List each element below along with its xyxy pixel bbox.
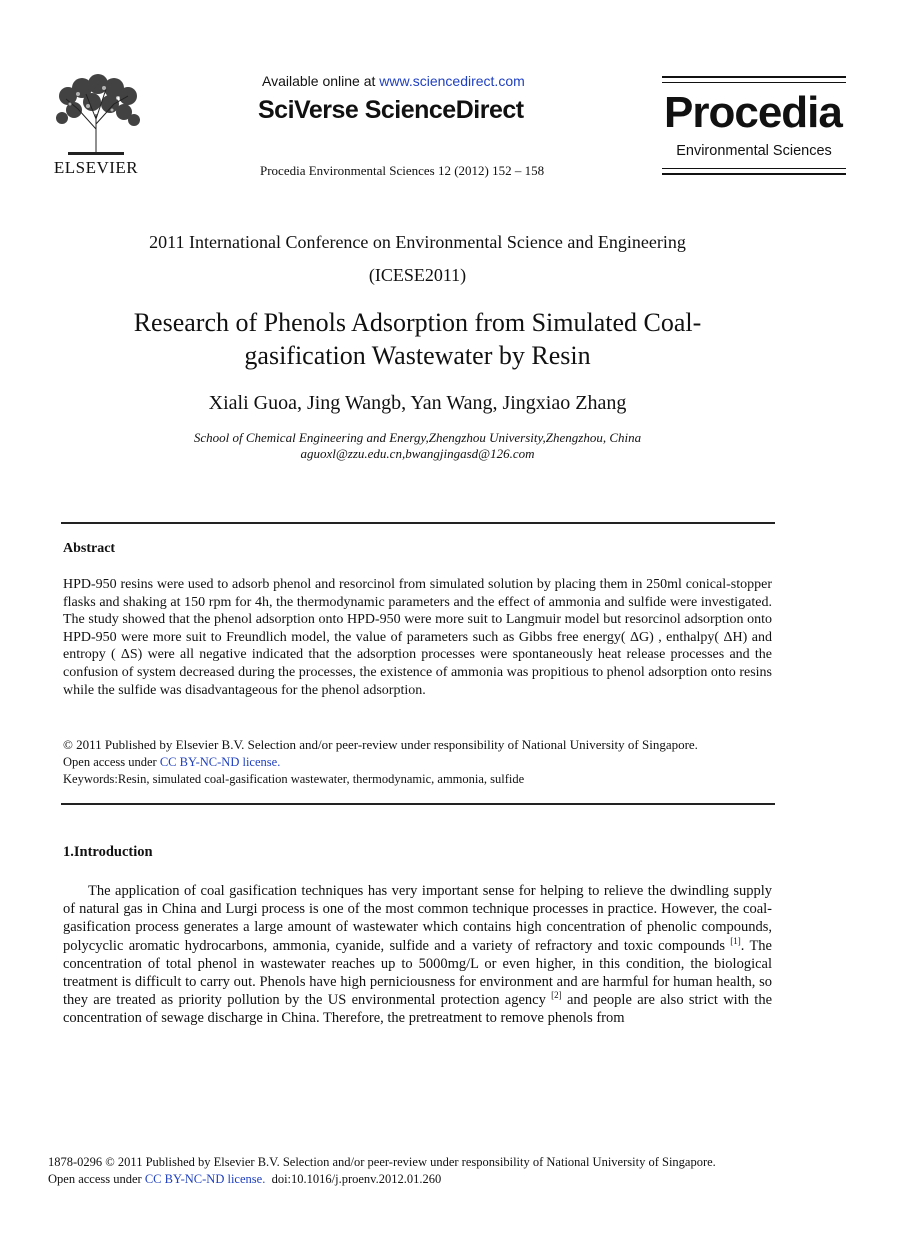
introduction-paragraph — [63, 882, 772, 1028]
procedia-top-rule — [662, 76, 846, 78]
authors: Xiali Guoa, Jing Wangb, Yan Wang, Jingxiao Zhang — [208, 392, 627, 414]
intro-text-part3: and people are also strict with the concentration of sewage discharge in China. Therefore, the pretreatment to remove phenols from — [63, 992, 773, 1027]
open-access-prefix: Open access under — [63, 755, 160, 769]
abstract-bottom-rule — [61, 803, 775, 805]
journal-reference: Procedia Environmental Sciences 12 (2012) 152 – 158 — [260, 163, 545, 178]
license-link[interactable]: CC BY-NC-ND license. — [159, 755, 281, 769]
paper-title-line1: Research of Phenols Adsorption from Simulated Coal- — [133, 308, 702, 337]
copyright-notice: © 2011 Published by Elsevier B.V. Selection and/or peer-review under responsibility of National University of Singapore. — [63, 737, 698, 752]
journal-subbrand: Environmental Sciences — [676, 143, 832, 159]
platform-name: SciVerse ScienceDirect — [258, 96, 524, 124]
citation-ref-1: [1] — [730, 935, 741, 946]
open-access-notice — [63, 755, 280, 770]
journal-brand: Procedia — [664, 88, 842, 137]
affiliation: School of Chemical Engineering and Energy,Zhengzhou University,Zhengzhou, China — [193, 430, 642, 445]
available-online — [262, 73, 525, 89]
footer-issn-copyright: 1878-0296 © 2011 Published by Elsevier B.V. Selection and/or peer-review under responsibility of National University of Singapore. — [48, 1155, 716, 1169]
paper-title-line2: gasification Wastewater by Resin — [244, 341, 591, 370]
conference-line2: (ICESE2011) — [368, 265, 467, 285]
intro-text-part1: The application of coal gasification techniques has very important sense for helping to relieve the dwindling supply of natural gas in China and Lurgi process is one of the most common technique processes in practice. However, the coal-gasification process generates a large amount of wastewater which contains high concentration of phenolic compounds, polycyclic aromatic hydrocarbons, ammonia, cyanide, sulfide and a variety of refractory and toxic compounds — [63, 883, 772, 954]
available-prefix: Available online at — [262, 73, 380, 89]
affiliation-block — [30, 430, 805, 462]
abstract-heading: Abstract — [63, 541, 116, 556]
intro-text-part2: . The concentration of total phenol in wastewater reaches up to 5000mg/L or even higher, in this condition, the biological treatment is difficult to carry out. Phenols have high perniciousness for environment and are harmful for human health, so they are treated as priority pollution by the US environmental protection agency — [63, 937, 772, 1009]
author-emails: aguoxl@zzu.edu.cn,bwangjingasd@126.com — [300, 446, 535, 461]
citation-ref-2: [2] — [551, 990, 562, 1001]
conference-name — [60, 226, 775, 292]
abstract-text: HPD-950 resins were used to adsorb phenol and resorcinol from simulated solution by placing them in 250ml conical-stopper flasks and shaking at 150 rpm for 4h, the thermodynamic parameters and the effect of ammonia and sulfide were investigated. The study showed that the phenol adsorption onto HPD-950 were more suit to Langmuir model but resorcinol adsorption onto HPD-950 were more suit to Freundlich model, the value of parameters such as Gibbs free energy( ΔG) , enthalpy( ΔH) and entropy ( ΔS) were all negative indicated that the adsorption processes were spontaneously heat release processes and the confusion of system decreased during the processes, the existence of ammonia was propitious to phenol adsorption onto resins while the sulfide was disadvantageous for the phenol adsorption. — [63, 577, 772, 698]
footer-doi: doi:10.1016/j.proenv.2012.01.260 — [271, 1172, 442, 1186]
elsevier-tree-icon — [48, 74, 144, 158]
conference-line1: 2011 International Conference on Environmental Science and Engineering — [149, 232, 686, 252]
footer-open-access-prefix: Open access under — [48, 1172, 145, 1186]
procedia-bottom-rule-thin — [662, 168, 846, 169]
section-heading-introduction: 1.Introduction — [63, 844, 153, 860]
footer-license-doi — [48, 1172, 441, 1187]
sciencedirect-link[interactable]: www.sciencedirect.com — [379, 73, 525, 89]
abstract-top-rule — [61, 522, 775, 524]
footer-license-link[interactable]: CC BY-NC-ND license. — [144, 1172, 266, 1186]
procedia-bottom-rule — [662, 173, 846, 175]
publisher-name: ELSEVIER — [53, 158, 139, 177]
paper-title — [60, 306, 775, 372]
procedia-top-rule-thin — [662, 82, 846, 83]
keywords: Keywords:Resin, simulated coal-gasification wastewater, thermodynamic, ammonia, sulfide — [63, 772, 525, 786]
